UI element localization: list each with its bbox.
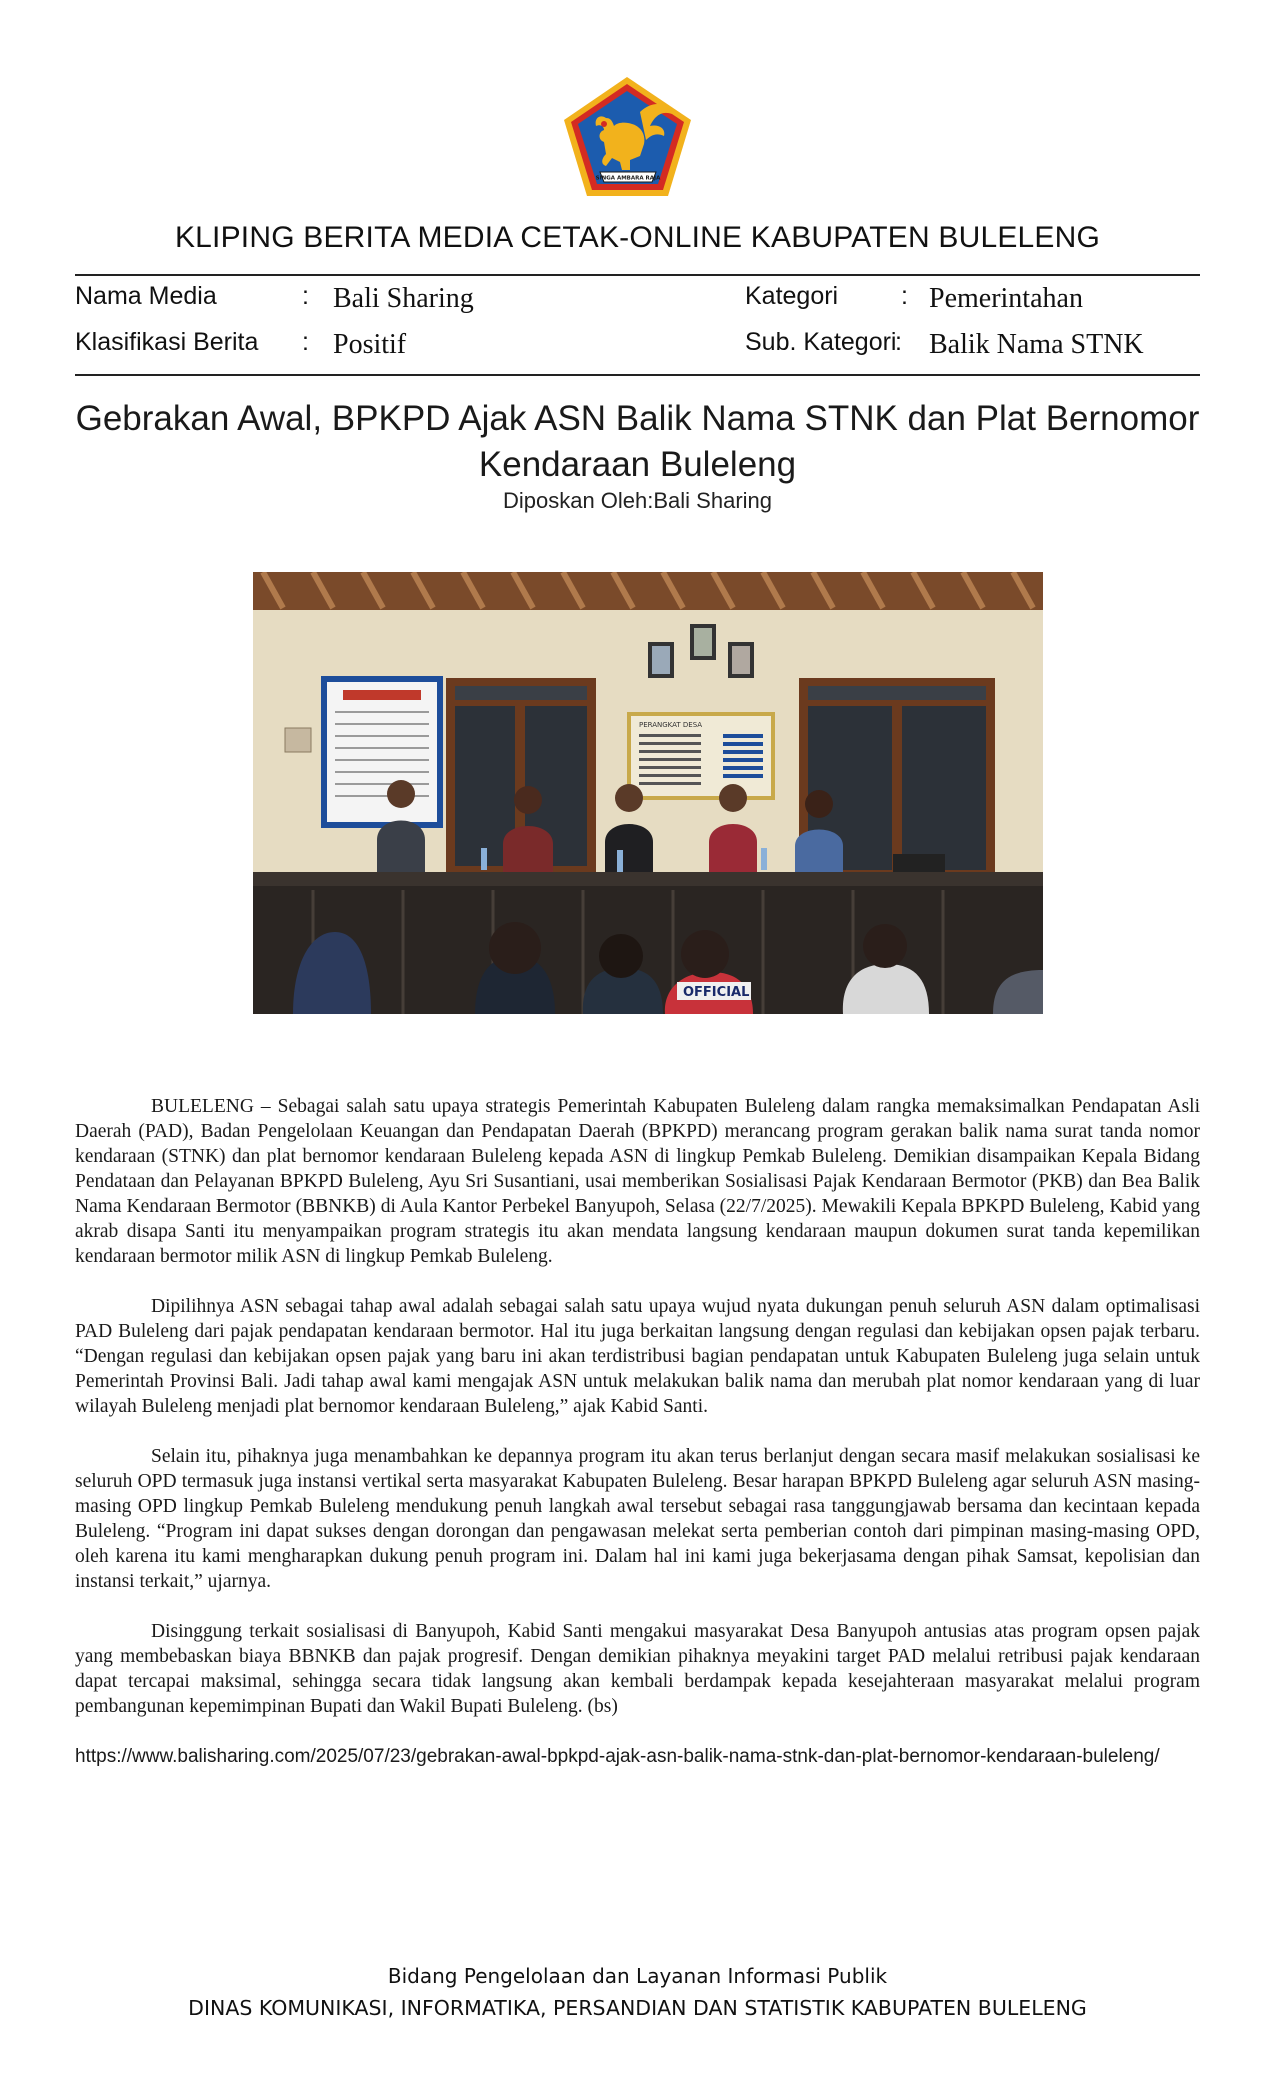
kategori-label: Kategori (745, 282, 839, 310)
clipping-document-title: KLIPING BERITA MEDIA CETAK-ONLINE KABUPATEN BULELENG (174, 221, 1101, 254)
news-photo-meeting-icon (253, 572, 1043, 1014)
nama-media-value: Bali Sharing (333, 283, 474, 314)
header-divider-top (75, 274, 1200, 276)
klasifikasi-berita-colon: : (302, 328, 309, 356)
nama-media-colon: : (302, 282, 309, 310)
article-photo (253, 572, 1043, 1014)
article-source-link[interactable]: https://www.balisharing.com/2025/07/23/gebrakan-awal-bpkpd-ajak-asn-balik-nama-stnk-dan-plat-bernomor-kendaraan-buleleng/ (75, 1746, 1160, 1767)
klasifikasi-berita-label: Klasifikasi Berita (75, 328, 259, 356)
emblem-motto-text: SINGA AMBARA RAJA (595, 175, 661, 182)
nama-media-label: Nama Media (75, 282, 217, 310)
kategori-colon: : (901, 282, 908, 310)
buleleng-emblem-logo (560, 74, 695, 200)
photo-board-text: PERANGKAT DESA (639, 721, 703, 729)
article-paragraph-1: BULELENG – Sebagai salah satu upaya strategis Pemerintah Kabupaten Buleleng dalam rangka memaksimalkan Pendapatan Asli Daerah (PAD), Badan Pengelolaan Keuangan dan Pendapatan Daerah (BPKPD) merancang program gerakan balik nama surat tanda nomor kendaraan (STNK) dan plat bernomor kendaraan Buleleng kepada ASN di lingkup Pemkab Buleleng. Demikian disampaikan Kepala Bidang Pendataan dan Pelayanan BPKPD Buleleng, Ayu Sri Susantiani, usai memberikan Sosialisasi Pajak Kendaraan Bermotor (PKB) dan Bea Balik Nama Kendaraan Bermotor (BBNKB) di Aula Kantor Perbekel Banyupoh, Selasa (22/7/2025). Mewakili Kepala BPKPD Buleleng, Kabid yang akrab disapa Santi itu menyampaikan program strategis itu akan mendata langsung kendaraan maupun dokumen surat tanda kepemilikan kendaraan bermotor milik ASN di lingkup Pemkab Buleleng. (75, 1096, 1200, 1267)
kategori-value: Pemerintahan (929, 283, 1083, 314)
footer-division-name: Bidang Pengelolaan dan Layanan Informasi Publik (387, 1964, 888, 1988)
buleleng-regency-emblem-icon (560, 74, 695, 200)
article-body (75, 1094, 1200, 1744)
footer-agency-name: DINAS KOMUNIKASI, INFORMATIKA, PERSANDIAN DAN STATISTIK KABUPATEN BULELENG (188, 1996, 1087, 2020)
sub-kategori-colon: : (895, 328, 902, 356)
article-paragraph-2: Dipilihnya ASN sebagai tahap awal adalah sebagai salah satu upaya wujud nyata dukungan penuh seluruh ASN dalam optimalisasi PAD Buleleng dari pajak pendapatan kendaraan bermotor. Hal itu juga berkaitan langsung dengan regulasi dan kebijakan opsen pajak terbaru. “Dengan regulasi dan kebijakan opsen pajak yang baru ini akan terdistribusi bagian pendapatan untuk Kabupaten Buleleng juga selain untuk Pemerintah Provinsi Bali. Jadi tahap awal kami mengajak ASN untuk melakukan balik nama dan merubah plat nomor kendaraan yang di luar wilayah Buleleng menjadi plat bernomor kendaraan Buleleng,” ajak Kabid Santi. (75, 1296, 1200, 1417)
article-headline: Gebrakan Awal, BPKPD Ajak ASN Balik Nama STNK dan Plat Bernomor Kendaraan Buleleng (75, 399, 1200, 484)
sub-kategori-label: Sub. Kategori (745, 328, 897, 356)
photo-shirt-text: OFFICIAL (683, 985, 750, 1000)
article-paragraph-4: Disinggung terkait sosialisasi di Banyupoh, Kabid Santi mengakui masyarakat Desa Banyupoh antusias atas program opsen pajak yang membebaskan biaya BBNKB dan pajak progresif. Dengan demikian pihaknya meyakini target PAD melalui retribusi pajak kendaraan dapat tercapai maksimal, sehingga secara tidak langsung akan kembali berdampak kepada kesejahteraan masyarakat melalui program pembangunan kepemimpinan Bupati dan Wakil Bupati Buleleng. (bs) (75, 1621, 1200, 1717)
header-divider-bottom (75, 374, 1200, 376)
article-byline: Diposkan Oleh:Bali Sharing (502, 488, 773, 513)
klasifikasi-berita-value: Positif (333, 329, 407, 360)
article-paragraph-3: Selain itu, pihaknya juga menambahkan ke depannya program itu akan terus berlanjut dengan secara masif melakukan sosialisasi ke seluruh OPD termasuk juga instansi vertikal serta masyarakat Kabupaten Buleleng. Besar harapan BPKPD Buleleng agar seluruh ASN masing-masing OPD lingkup Pemkab Buleleng mendukung penuh langkah awal tersebut sebagai rasa tanggungjawab bersama dan kecintaan kepada Buleleng. “Program ini dapat sukses dengan dorongan dan pengawasan melekat serta pemberian contoh dari pimpinan masing-masing OPD, oleh karena itu kami mengharapkan dukung penuh program ini. Dalam hal ini kami juga bekerjasama dengan pihak Samsat, kepolisian dan instansi terkait,” ujarnya. (75, 1446, 1200, 1592)
sub-kategori-value: Balik Nama STNK (929, 329, 1144, 360)
